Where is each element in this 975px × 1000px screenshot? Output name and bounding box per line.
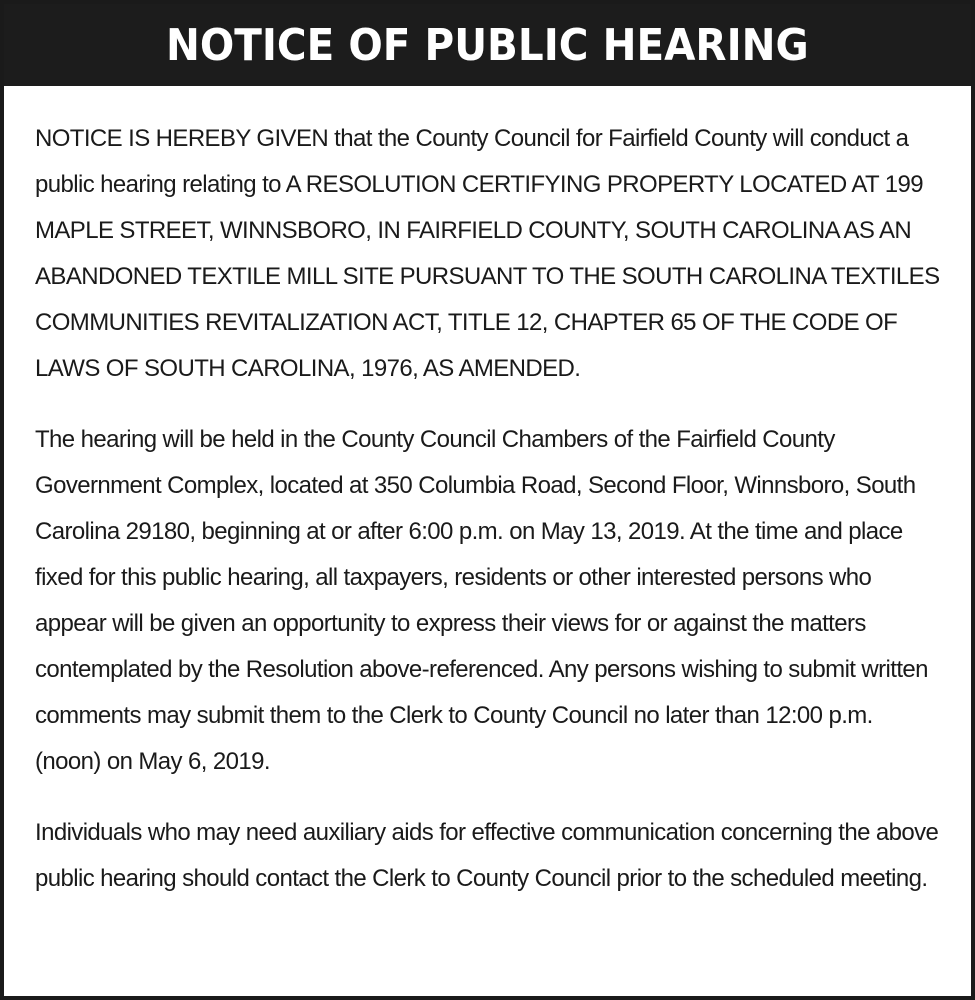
notice-paragraph-resolution: NOTICE IS HEREBY GIVEN that the County Council for Fairfield County will conduct a public hearing relating to A RESOLUTION CERTIFYING PROPERTY LOCATED AT 199 MAPLE STREET, WINNSBORO, IN FAIRFIELD COUNTY, SOUTH CAROLINA AS AN ABANDONED TEXTILE MILL SITE PURSUANT TO THE SOUTH CAROLINA TEXTILES COMMUNITIES REVITALIZATION ACT, TITLE 12, CHAPTER 65 OF THE CODE OF LAWS OF SOUTH CAROLINA, 1976, AS AMENDED.: [35, 125, 940, 382]
notice-banner: [4, 4, 971, 86]
notice-paragraph-hearing-details: The hearing will be held in the County Council Chambers of the Fairfield County Government Complex, located at 350 Columbia Road, Second Floor, Winnsboro, South Carolina 29180, beginning at or after 6:00 p.m. on May 13, 2019. At the time and place fixed for this public hearing, all taxpayers, residents or other interested persons who appear will be given an opportunity to express their views for or against the matters contemplated by the Resolution above-referenced. Any persons wishing to submit written comments may submit them to the Clerk to County Council no later than 12:00 p.m. (noon) on May 6, 2019.: [35, 426, 928, 775]
notice-paragraph-accessibility: Individuals who may need auxiliary aids for effective communication concerning the above public hearing should contact the Clerk to County Council prior to the scheduled meeting.: [35, 819, 939, 892]
notice-title: NOTICE OF PUBLIC HEARING: [166, 19, 809, 71]
notice-body: [35, 116, 940, 927]
